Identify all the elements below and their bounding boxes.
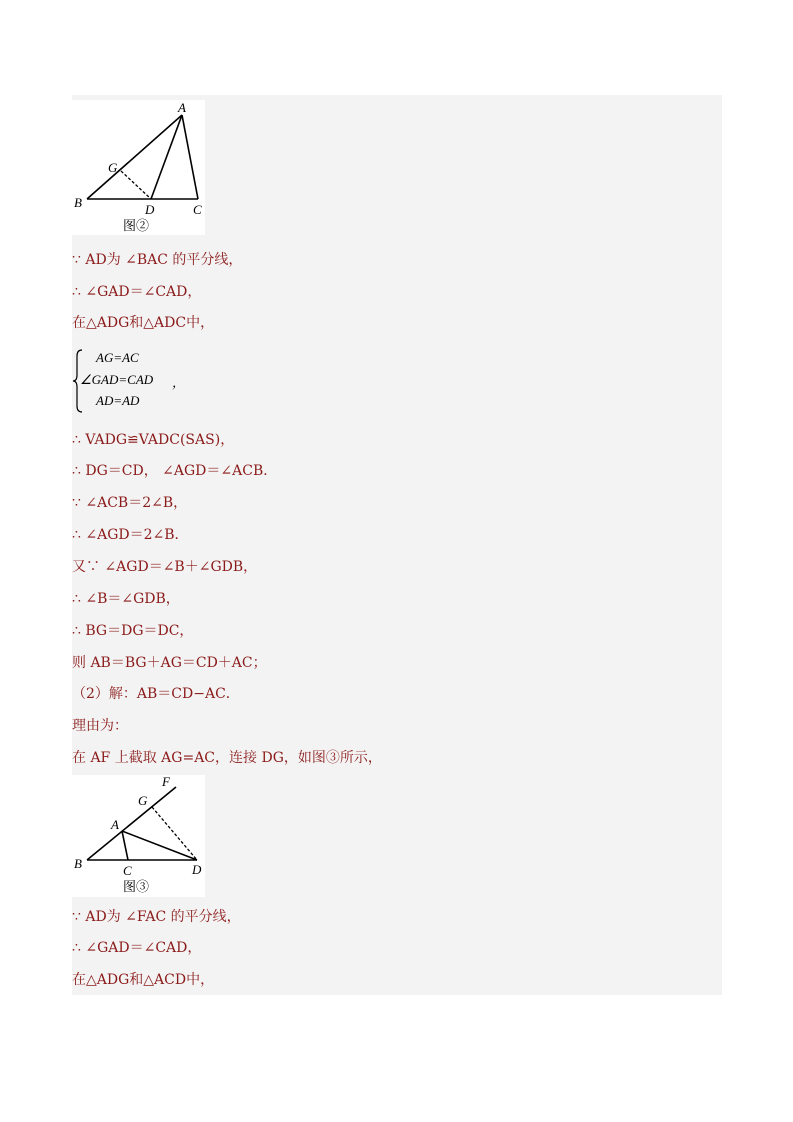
proof-line-14: 在 AF 上截取 AG=AC，连接 DG，如图③所示， — [72, 750, 382, 766]
fig3-label-f: F — [162, 775, 170, 789]
proof-line-15: ∵ AD为 ∠FAC 的平分线， — [72, 909, 241, 925]
proof-line-1: ∵ AD为 ∠BAC 的平分线， — [72, 252, 243, 268]
figure-2 — [72, 100, 205, 235]
fig2-caption: 图② — [123, 218, 150, 233]
fig2-label-b: B — [74, 195, 82, 210]
fig3-label-b: B — [74, 856, 82, 871]
proof-line-16: ∴ ∠GAD＝∠CAD， — [72, 940, 202, 956]
equation-system — [72, 348, 212, 414]
system-tail: ， — [172, 375, 186, 390]
proof-line-13: 理由为： — [72, 718, 128, 734]
proof-line-5: ∴ DG＝CD， ∠AGD＝∠ACB． — [72, 463, 278, 479]
proof-line-2: ∴ ∠GAD＝∠CAD， — [72, 284, 202, 300]
fig3-label-g: G — [138, 793, 148, 808]
proof-line-8: 又∵ ∠AGD＝∠B＋∠GDB， — [72, 559, 258, 575]
figure-3 — [72, 775, 205, 897]
proof-line-10: ∴ BG＝DG＝DC， — [72, 623, 194, 639]
proof-line-9: ∴ ∠B＝∠GDB， — [72, 591, 180, 607]
figure-3-drawing — [72, 775, 205, 897]
proof-line-17: 在△ADG和△ACD中， — [72, 972, 215, 988]
proof-line-6: ∵ ∠ACB＝2∠B， — [72, 495, 188, 511]
proof-line-11: 则 AB＝BG＋AG＝CD＋AC； — [72, 655, 267, 671]
fig3-caption: 图③ — [123, 879, 150, 894]
proof-line-3: 在△ADG和△ADC中， — [72, 315, 215, 331]
figure-2-drawing — [72, 100, 205, 235]
fig3-label-a: A — [111, 817, 119, 832]
fig2-label-g: G — [108, 160, 118, 175]
proof-line-12: （2）解：AB＝CD−AC． — [72, 686, 240, 702]
fig2-label-d: D — [145, 202, 155, 217]
proof-line-7: ∴ ∠AGD＝2∠B． — [72, 527, 189, 543]
proof-line-4: ∴ VADG≌VADC(SAS)， — [72, 432, 235, 448]
system-row-1: AG=AC — [96, 350, 139, 365]
fig3-label-c: C — [123, 863, 132, 878]
fig2-label-a: A — [178, 100, 186, 115]
system-row-2: ∠GAD=CAD — [80, 372, 154, 387]
fig2-label-c: C — [193, 202, 202, 217]
system-row-3: AD=AD — [96, 393, 140, 408]
fig3-label-d: D — [192, 862, 202, 877]
